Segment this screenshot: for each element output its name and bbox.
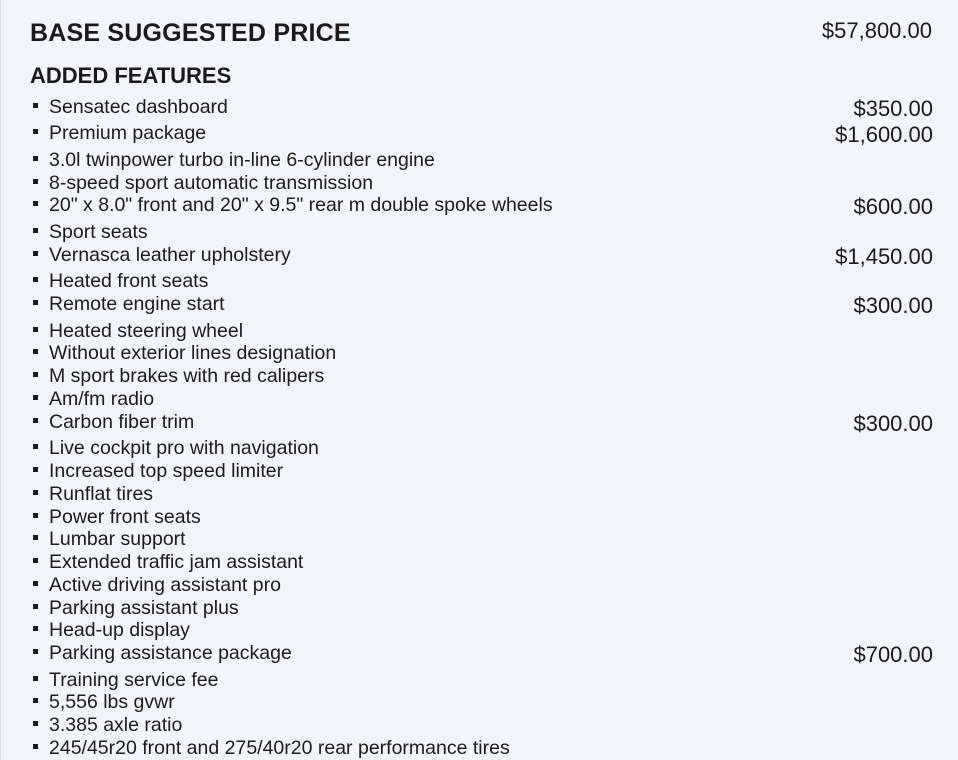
bullet-icon (33, 444, 38, 449)
feature-label: 20" x 8.0" front and 20" x 9.5" rear m double spoke wheels (49, 194, 553, 216)
feature-label: 245/45r20 front and 275/40r20 rear performance tires (49, 737, 510, 759)
feature-label: Lumbar support (49, 528, 186, 550)
feature-row (33, 388, 933, 410)
feature-row (33, 619, 933, 641)
bullet-icon (33, 581, 38, 586)
feature-label: Parking assistant plus (49, 597, 239, 619)
bullet-icon (33, 327, 38, 332)
bullet-icon (33, 744, 38, 749)
bullet-icon (33, 676, 38, 681)
feature-label: Carbon fiber trim (49, 411, 195, 433)
feature-label: 3.385 axle ratio (49, 714, 183, 736)
bullet-icon (33, 490, 38, 495)
bullet-icon (33, 395, 38, 400)
feature-row (33, 194, 933, 219)
feature-label: Heated steering wheel (49, 320, 244, 342)
feature-label: 3.0l twinpower turbo in-line 6-cylinder engine (49, 149, 435, 171)
feature-price: $350.00 (853, 96, 933, 121)
bullet-icon (33, 721, 38, 726)
feature-row (33, 506, 933, 528)
feature-row (33, 737, 933, 759)
feature-price: $700.00 (853, 642, 933, 667)
feature-label: Without exterior lines designation (49, 342, 337, 364)
feature-price: $300.00 (853, 411, 933, 436)
feature-row (33, 460, 933, 482)
bullet-icon (33, 251, 38, 256)
feature-price: $1,450.00 (835, 244, 933, 269)
bullet-icon (33, 513, 38, 518)
feature-label: Parking assistance package (49, 642, 292, 664)
feature-price: $1,600.00 (835, 122, 933, 147)
feature-label: Remote engine start (49, 293, 225, 315)
feature-label: Active driving assistant pro (49, 574, 281, 596)
feature-label: Live cockpit pro with navigation (49, 437, 319, 459)
feature-row (33, 293, 933, 318)
feature-row (33, 483, 933, 505)
feature-price: $300.00 (853, 293, 933, 318)
feature-label: Power front seats (49, 506, 201, 528)
feature-label: Sport seats (49, 221, 148, 243)
feature-row (33, 149, 933, 171)
bullet-icon (33, 372, 38, 377)
feature-price: $600.00 (853, 194, 933, 219)
feature-label: Runflat tires (49, 483, 154, 505)
feature-row (33, 528, 933, 550)
feature-row (33, 342, 933, 364)
bullet-icon (33, 103, 38, 108)
feature-row (33, 714, 933, 736)
feature-label: Sensatec dashboard (49, 96, 228, 118)
bullet-icon (33, 277, 38, 282)
bullet-icon (33, 156, 38, 161)
feature-label: Increased top speed limiter (49, 460, 284, 482)
feature-label: 8-speed sport automatic transmission (49, 172, 374, 194)
feature-label: Heated front seats (49, 270, 209, 292)
feature-label: Head-up display (49, 619, 190, 641)
feature-row (33, 172, 933, 194)
bullet-icon (33, 179, 38, 184)
feature-row (33, 320, 933, 342)
feature-row (33, 551, 933, 573)
feature-label: 5,556 lbs gvwr (49, 691, 175, 713)
bullet-icon (33, 228, 38, 233)
added-features-heading: ADDED FEATURES (30, 63, 232, 88)
bullet-icon (33, 558, 38, 563)
bullet-icon (33, 201, 38, 206)
bullet-icon (33, 349, 38, 354)
bullet-icon (33, 129, 38, 134)
feature-row (33, 691, 933, 713)
feature-label: Premium package (49, 122, 207, 144)
feature-row (33, 574, 933, 596)
feature-row (33, 365, 933, 387)
bullet-icon (33, 418, 38, 423)
base-price-value: $57,800.00 (821, 18, 932, 43)
feature-label: Vernasca leather upholstery (49, 244, 291, 266)
feature-row (33, 244, 933, 269)
feature-label: M sport brakes with red calipers (49, 365, 325, 387)
feature-label: Am/fm radio (49, 388, 155, 410)
bullet-icon (33, 604, 38, 609)
bullet-icon (33, 698, 38, 703)
feature-row (33, 270, 933, 292)
bullet-icon (33, 300, 38, 305)
bullet-icon (33, 626, 38, 631)
feature-list (1, 0, 958, 760)
feature-row (33, 221, 933, 243)
feature-row (33, 437, 933, 459)
bullet-icon (33, 467, 38, 472)
feature-label: Training service fee (49, 669, 219, 691)
feature-row (33, 642, 933, 667)
feature-row (33, 122, 933, 147)
feature-label: Extended traffic jam assistant (49, 551, 304, 573)
feature-row (33, 96, 933, 121)
feature-row (33, 597, 933, 619)
feature-row (33, 669, 933, 691)
feature-row (33, 411, 933, 436)
base-price-heading: BASE SUGGESTED PRICE (30, 19, 351, 47)
bullet-icon (33, 535, 38, 540)
bullet-icon (33, 649, 38, 654)
